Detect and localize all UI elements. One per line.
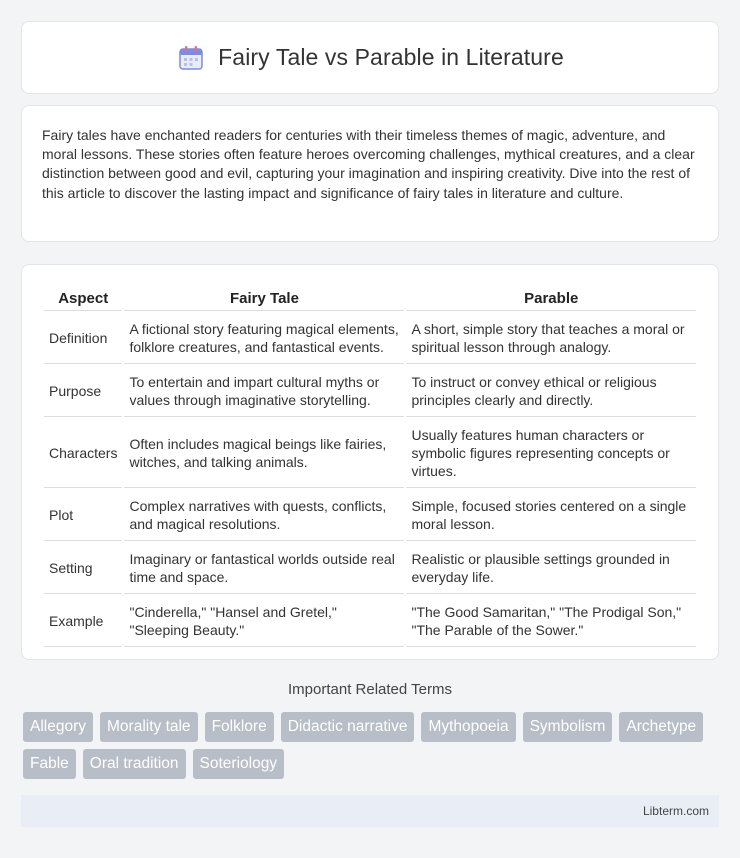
cell-parable: To instruct or convey ethical or religious principles clearly and directly. [406,366,696,417]
cell-fairy-tale: "Cinderella," "Hansel and Gretel," "Sleeping Beauty." [124,596,404,647]
tag-fable[interactable]: Fable [23,749,76,779]
related-terms-list [23,712,723,779]
cell-fairy-tale: Imaginary or fantastical worlds outside real time and space. [124,543,404,594]
page-title: Fairy Tale vs Parable in Literature [218,44,564,70]
cell-parable: Simple, focused stories centered on a single moral lesson. [406,490,696,541]
tag-oral-tradition[interactable]: Oral tradition [83,749,186,779]
header-parable: Parable [406,287,696,311]
tag-symbolism[interactable]: Symbolism [523,712,613,742]
cell-aspect: Setting [44,543,122,594]
cell-parable: A short, simple story that teaches a moral or spiritual lesson through analogy. [406,313,696,364]
header-fairy-tale: Fairy Tale [124,287,404,311]
header [176,43,564,73]
cell-aspect: Purpose [44,366,122,417]
comparison-table [42,285,698,649]
header-card [21,21,719,94]
tag-allegory[interactable]: Allegory [23,712,93,742]
cell-parable: Realistic or plausible settings grounded in everyday life. [406,543,696,594]
cell-parable: Usually features human characters or symbolic figures representing concepts or virtues. [406,419,696,488]
table-row [44,419,696,488]
cell-fairy-tale: A fictional story featuring magical elements, folklore creatures, and fantastical events. [124,313,404,364]
table-row [44,366,696,417]
tag-morality-tale[interactable]: Morality tale [100,712,198,742]
cell-aspect: Example [44,596,122,647]
cell-parable: "The Good Samaritan," "The Prodigal Son," "The Parable of the Sower." [406,596,696,647]
cell-aspect: Characters [44,419,122,488]
footer-brand-link[interactable]: Libterm.com [642,804,709,818]
tag-soteriology[interactable]: Soteriology [193,749,285,779]
table-row [44,490,696,541]
cell-fairy-tale: To entertain and impart cultural myths or values through imaginative storytelling. [124,366,404,417]
table-row [44,543,696,594]
table-row [44,313,696,364]
cell-aspect: Definition [44,313,122,364]
tag-archetype[interactable]: Archetype [619,712,703,742]
calendar-icon [176,43,206,73]
tag-mythopoeia[interactable]: Mythopoeia [421,712,515,742]
cell-fairy-tale: Complex narratives with quests, conflicts, and magical resolutions. [124,490,404,541]
intro-card [21,105,719,242]
tag-didactic-narrative[interactable]: Didactic narrative [281,712,415,742]
tag-folklore[interactable]: Folklore [205,712,274,742]
table-header-row [44,287,696,311]
header-aspect: Aspect [44,287,122,311]
footer [21,795,719,827]
cell-aspect: Plot [44,490,122,541]
intro-paragraph: Fairy tales have enchanted readers for centuries with their timeless themes of magic, adventure, and moral lessons. These stories often feature heroes overcoming challenges, mythical creatures, and a clear distinction between good and evil, capturing your imagination and inspiring creativity. Dive into the rest of this article to discover the lasting impact and significance of fairy tales in literature and culture. [42,127,695,201]
comparison-card [21,264,719,660]
cell-fairy-tale: Often includes magical beings like fairies, witches, and talking animals. [124,419,404,488]
table-row [44,596,696,647]
related-terms-title: Important Related Terms [288,681,452,698]
